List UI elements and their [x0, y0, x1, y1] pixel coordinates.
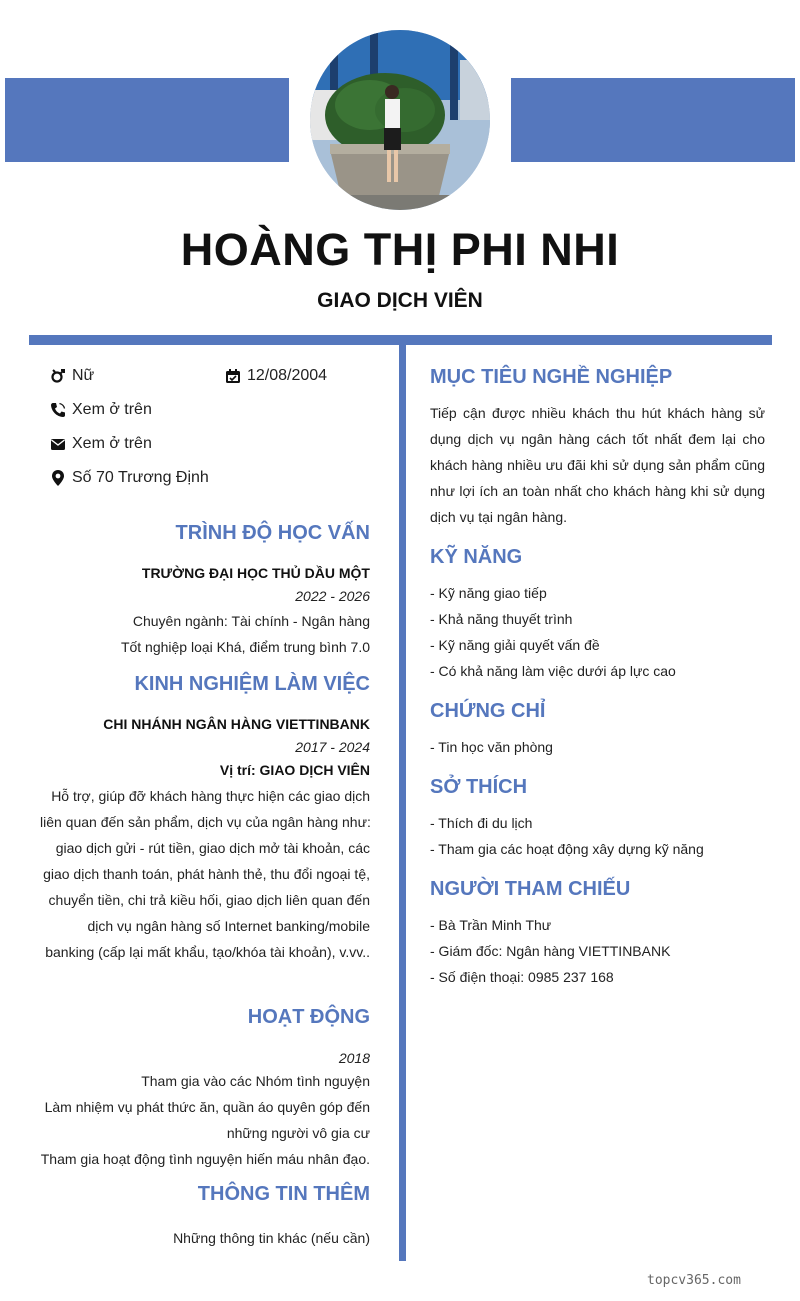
description-line: chuyển tiền, chi trả kiều hối, giao dịch liên quan đến — [48, 892, 370, 908]
avatar — [310, 30, 490, 210]
description-line: Hỗ trợ, giúp đỡ khách hàng thực hiện các giao dịch — [51, 788, 370, 804]
location-icon — [50, 470, 66, 486]
hobby-item: - Thích đi du lịch — [430, 815, 533, 831]
skill-item: - Kỹ năng giải quyết vấn đề — [430, 637, 600, 653]
description-line: liên quan đến sản phẩm, dịch vụ của ngân hàng như: — [40, 814, 371, 830]
objective-line: Tiếp cận được nhiều khách thu hút khách hàng sử — [430, 405, 765, 421]
experience-title: KINH NGHIỆM LÀM VIỆC — [134, 673, 370, 695]
education-period: 2022 - 2026 — [295, 588, 370, 604]
description-line: giao dịch gửi - rút tiền, giao dịch mở tài khoản, các — [55, 840, 370, 856]
reference-item: - Giám đốc: Ngân hàng VIETTINBANK — [430, 943, 671, 959]
objective-line: khách hàng nhiều ưu đãi khi sử dụng sản phẩm cũng — [430, 457, 765, 473]
certificates-section — [430, 700, 765, 760]
skill-item: - Kỹ năng giao tiếp — [430, 585, 547, 601]
email-row — [50, 435, 152, 453]
objective-title: MỤC TIÊU NGHỀ NGHIỆP — [430, 366, 673, 388]
reference-item: - Bà Trần Minh Thư — [430, 917, 552, 933]
experience-position: Vị trí: GIAO DỊCH VIÊN — [219, 762, 370, 778]
certificate-item: - Tin học văn phòng — [430, 739, 553, 755]
extra-title: THÔNG TIN THÊM — [197, 1183, 370, 1205]
candidate-name: HOÀNG THỊ PHI NHI — [180, 224, 620, 275]
extra-text: Những thông tin khác (nếu cần) — [173, 1230, 370, 1246]
activities-section — [40, 1006, 370, 1172]
activities-title: HOẠT ĐỘNG — [247, 1006, 370, 1028]
birthday-row — [225, 367, 327, 385]
objective-text — [430, 400, 765, 530]
skills-section — [430, 546, 765, 684]
skill-item: - Có khả năng làm việc dưới áp lực cao — [430, 663, 676, 679]
description-line: giao dịch thanh toán, phát hành thẻ, thu đổi ngoại tệ, — [43, 866, 370, 882]
education-result: Tốt nghiệp loại Khá, điểm trung bình 7.0 — [120, 639, 370, 655]
activity-line: những người vô gia cư — [226, 1125, 370, 1141]
phone-icon — [50, 402, 66, 418]
objective-line: dịch vụ tại ngân hàng. — [430, 509, 567, 525]
header-band-right — [511, 78, 795, 162]
description-line: banking (cấp lại mất khẩu, tạo/khóa tài khoản), v.vv.. — [45, 944, 370, 960]
experience-company: CHI NHÁNH NGÂN HÀNG VIETTINBANK — [103, 716, 370, 732]
certificates-title: CHỨNG CHỈ — [430, 700, 546, 722]
objective-section — [430, 366, 765, 530]
education-school: TRƯỜNG ĐẠI HỌC THỦ DẦU MỘT — [141, 565, 370, 581]
education-title: TRÌNH ĐỘ HỌC VẤN — [175, 522, 370, 544]
references-title: NGƯỜI THAM CHIẾU — [430, 878, 631, 900]
experience-description — [40, 783, 370, 965]
hobbies-section — [430, 776, 765, 862]
phone-value: Xem ở trên — [72, 401, 152, 418]
description-line: dịch vụ ngân hàng số Internet banking/mobile — [87, 918, 370, 934]
header-band-left — [5, 78, 289, 162]
activity-line: Tham gia hoạt động tình nguyện hiến máu nhân đạo. — [40, 1151, 370, 1167]
birthday-value: 12/08/2004 — [247, 367, 328, 384]
objective-line: dụng dịch vụ ngân hàng cách tốt nhất đem lại cho — [430, 431, 765, 447]
gender-icon — [50, 368, 66, 384]
address-row — [50, 469, 209, 487]
gender-row — [50, 367, 94, 385]
job-title: GIAO DỊCH VIÊN — [317, 289, 483, 312]
extra-section — [40, 1183, 370, 1251]
reference-item: - Số điện thoại: 0985 237 168 — [430, 969, 614, 985]
address-value: Số 70 Trương Định — [72, 469, 209, 486]
experience-period: 2017 - 2024 — [295, 739, 370, 755]
email-value: Xem ở trên — [72, 435, 152, 452]
hobby-item: - Tham gia các hoạt động xây dựng kỹ năng — [430, 841, 704, 857]
gender-value: Nữ — [72, 367, 95, 384]
phone-row — [50, 401, 152, 419]
activities-year: 2018 — [338, 1050, 370, 1066]
references-section — [430, 878, 765, 990]
objective-line: như lợi ích an toàn nhất cho khách hàng khi sử dụng — [430, 483, 765, 499]
hobbies-title: SỞ THÍCH — [430, 776, 528, 798]
column-divider — [399, 345, 406, 1261]
skills-title: KỸ NĂNG — [430, 546, 523, 568]
experience-section — [40, 673, 370, 965]
activity-line: Làm nhiệm vụ phát thức ăn, quần áo quyên góp đến — [44, 1099, 370, 1115]
activity-line: Tham gia vào các Nhóm tình nguyện — [141, 1073, 370, 1089]
header-divider — [29, 335, 772, 345]
skill-item: - Khả năng thuyết trình — [430, 611, 573, 627]
watermark: topcv365.com — [647, 1273, 741, 1288]
calendar-icon — [225, 368, 241, 384]
education-major: Chuyên ngành: Tài chính - Ngân hàng — [132, 613, 370, 629]
education-section — [40, 522, 370, 660]
email-icon — [50, 436, 66, 452]
